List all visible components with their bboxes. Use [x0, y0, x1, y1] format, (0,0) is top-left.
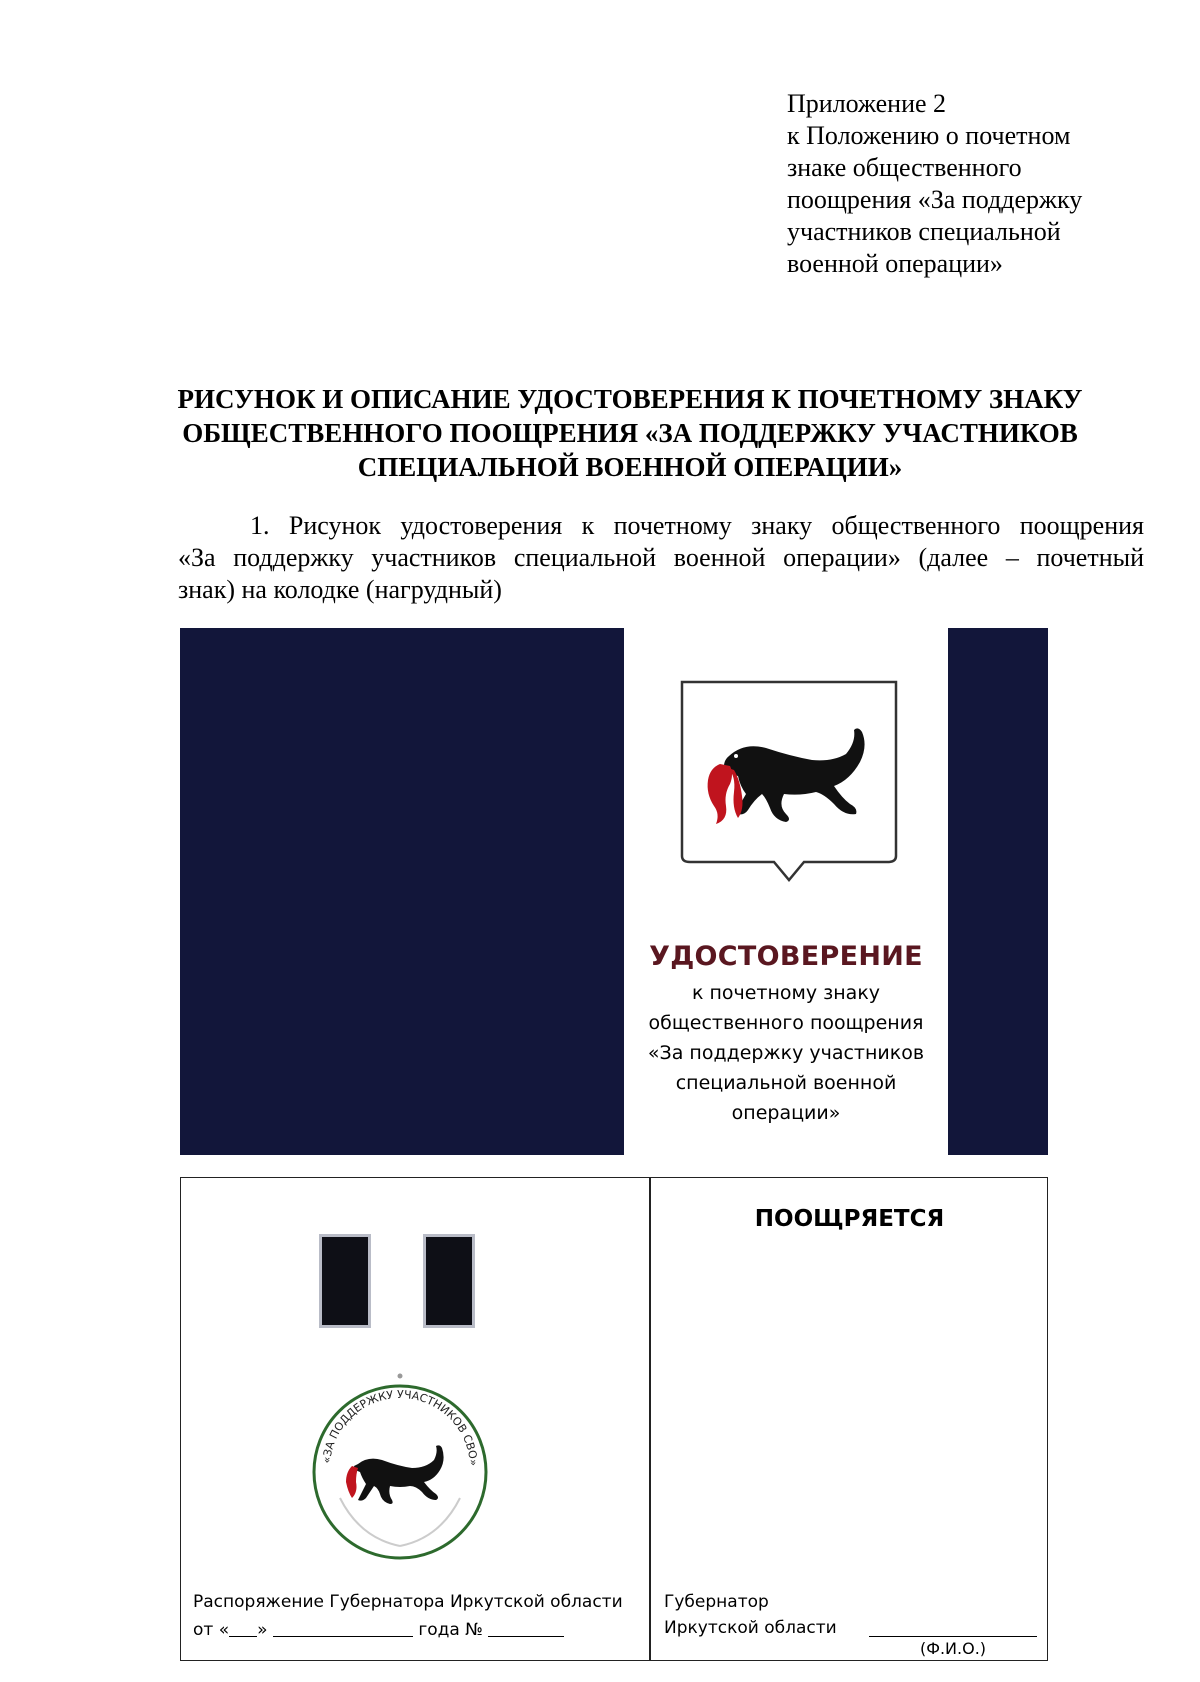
order-from-text: от «: [193, 1620, 230, 1640]
order-label: Распоряжение Губернатора Иркутской области: [193, 1592, 623, 1612]
appendix-line: знаке общественного: [787, 153, 1022, 182]
encouraged-heading: ПООЩРЯЕТСЯ: [754, 1206, 945, 1232]
paragraph-line: 1. Рисунок удостоверения к почетному знаку общественного поощрения: [250, 511, 1144, 540]
title-line: СПЕЦИАЛЬНОЙ ВОЕННОЙ ОПЕРАЦИИ»: [357, 452, 903, 482]
number-blank: [488, 1618, 564, 1637]
cover-text-block: [624, 940, 948, 1128]
appendix-line: Приложение 2: [787, 89, 947, 118]
governor-region: Иркутской области: [664, 1618, 837, 1638]
order-year-text: года №: [418, 1620, 483, 1640]
ribbon-bar-icon: [319, 1234, 371, 1328]
paragraph-line: «За поддержку участников специальной военной операции» (далее – почетный: [178, 543, 1144, 572]
appendix-line: к Положению о почетном: [787, 121, 1071, 150]
medal-inscription: «ЗА ПОДДЕРЖКУ УЧАСТНИКОВ СВО»: [320, 1387, 481, 1467]
page-divider: [649, 1178, 651, 1660]
order-close-quote: »: [257, 1620, 268, 1640]
appendix-line: военной операции»: [787, 249, 1003, 278]
certificate-cover: [180, 628, 1048, 1155]
cover-spine-panel: [948, 628, 1048, 1155]
cover-line: к почетному знаку: [691, 982, 881, 1004]
cover-line: общественного поощрения: [648, 1012, 924, 1034]
coat-of-arms-icon: [674, 676, 904, 898]
day-blank: [229, 1618, 257, 1637]
title-line: ОБЩЕСТВЕННОГО ПООЩРЕНИЯ «ЗА ПОДДЕРЖКУ УЧАСТНИКОВ: [182, 418, 1078, 448]
ribbon-bar-icon: [423, 1234, 475, 1328]
governor-title: Губернатор: [664, 1592, 769, 1612]
document-title: [150, 382, 1110, 484]
certificate-inside: [180, 1177, 1048, 1661]
paragraph-line: знак) на колодке (нагрудный): [178, 575, 502, 604]
fio-label: (Ф.И.О.): [919, 1639, 987, 1658]
medal-icon: [300, 1368, 500, 1568]
cover-line: операции»: [731, 1102, 841, 1124]
appendix-line: участников специальной: [787, 217, 1061, 246]
appendix-line: поощрения «За поддержку: [787, 185, 1083, 214]
month-blank: [273, 1618, 413, 1637]
signature-line: [869, 1636, 1037, 1637]
paragraph-1: [178, 510, 1144, 606]
cover-line: «За поддержку участников: [647, 1042, 925, 1064]
title-line: РИСУНОК И ОПИСАНИЕ УДОСТОВЕРЕНИЯ К ПОЧЕТНОМУ ЗНАКУ: [177, 384, 1083, 414]
cover-back-panel: [180, 628, 624, 1155]
appendix-header: [787, 88, 1187, 280]
order-date-line: [193, 1618, 564, 1640]
cover-line: специальной военной: [675, 1072, 897, 1094]
cover-title: УДОСТОВЕРЕНИЕ: [649, 941, 923, 972]
